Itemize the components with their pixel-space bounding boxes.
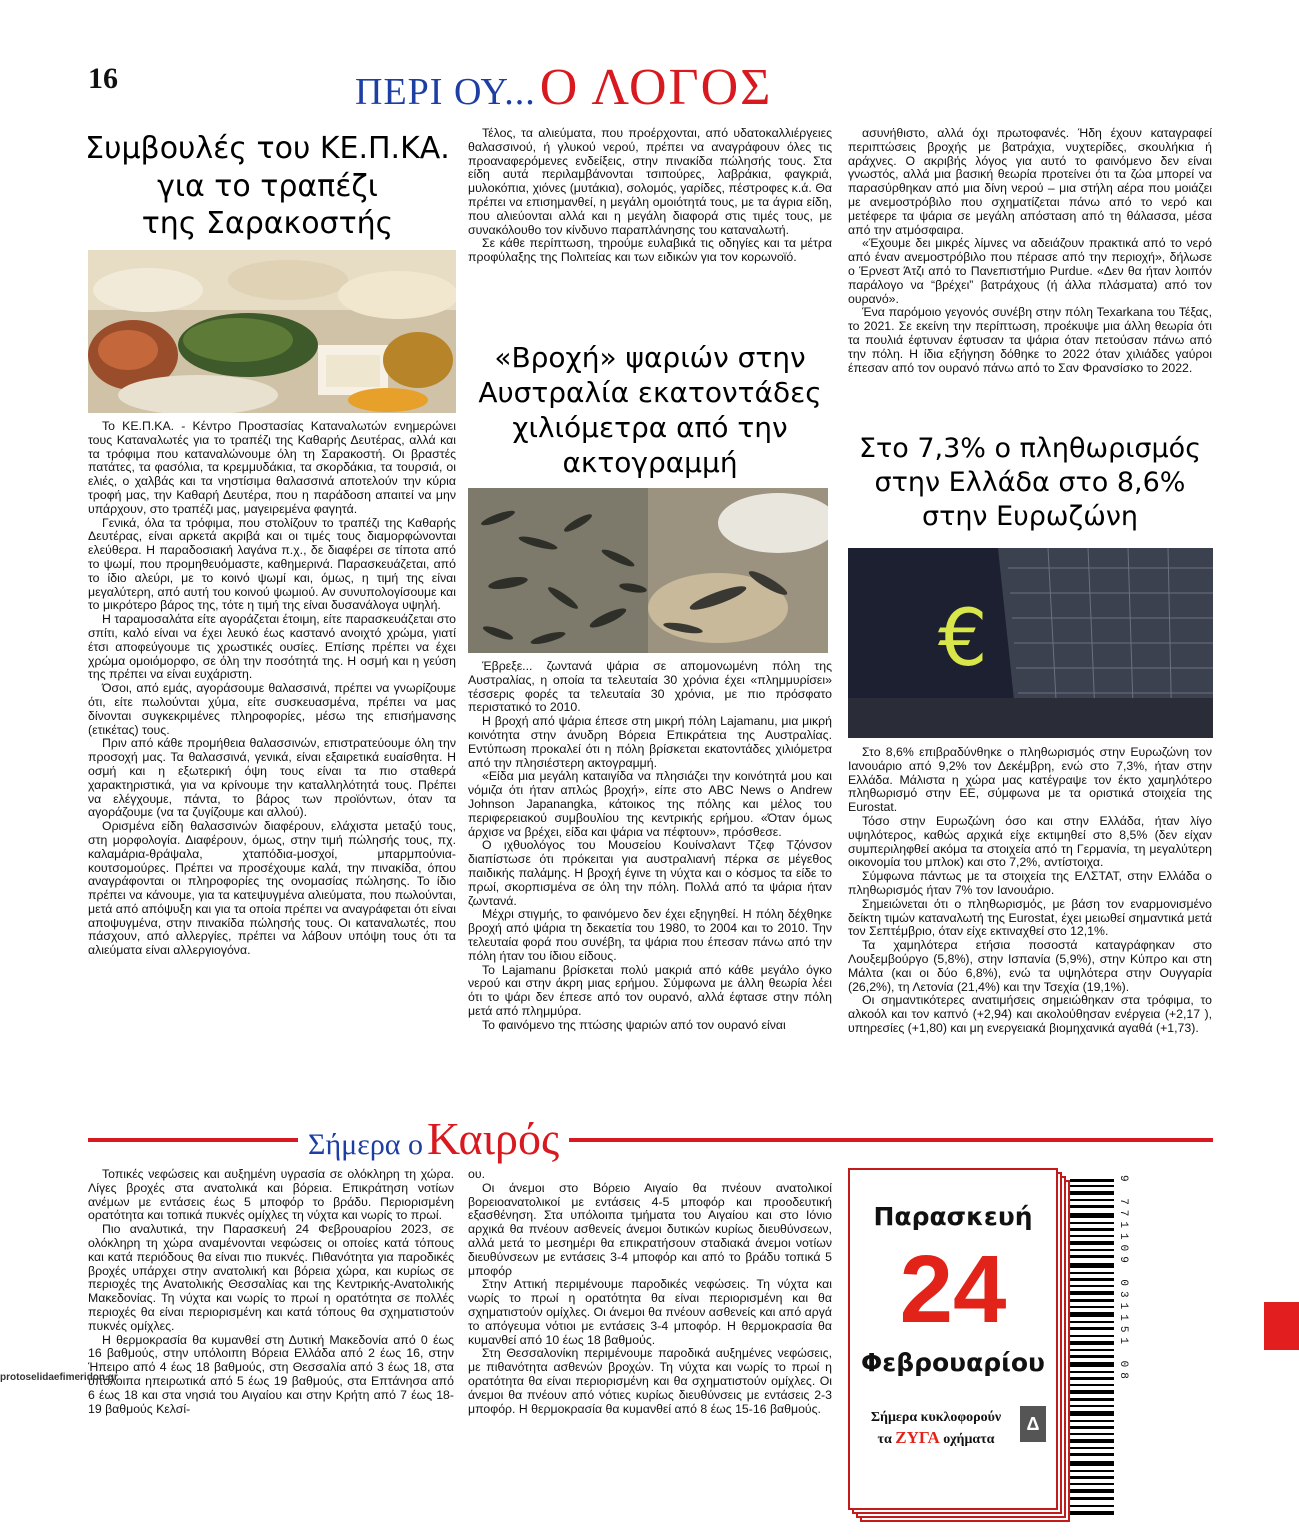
masthead <box>355 58 955 117</box>
weather-paragraph: Τοπικές νεφώσεις και αυξημένη υγρασία σε ολόκληρη τη χώρα. Λίγες βροχές στα ανατολικά και βόρεια. Επικράτηση νοτίων ανέμων με εντάσεις έως 5 μποφόρ το βράδυ. Περιορισμένη ορατότητα και τοπικά πυκνές ομίχλες τη νύχτα και νωρίς το πρωί. <box>88 1167 454 1223</box>
weather-title <box>298 1112 569 1165</box>
article2-title-line: «Βροχή» ψαριών στην <box>494 341 806 374</box>
article3-paragraph: Σημειώνεται ότι ο πληθωρισμός, με βάση τον εναρμονισμένο δείκτη τιμών καταναλωτή της Eurostat, έχει μειωθεί σημαντικά μετά τον Σεπτέμβριο, όταν είχε εκτιναχθεί στο 12,1%. <box>848 896 1212 939</box>
article2-title <box>468 340 832 480</box>
weather-divider <box>88 1138 1213 1142</box>
article3-paragraph: Τα χαμηλότερα ετήσια ποσοστά καταγράφηκαν στο Λουξεμβούργο (5,8%), στην Ισπανία (5,9%), στην Κύπρο και στη Μάλτα (και οι δύο 6,8%), ενώ τα υψηλότερα στην Ουγγαρία (26,2%), τη Λετονία (21,4%) και την Τσεχία (19,1%). <box>848 938 1212 994</box>
weather-title-a: Σήμερα ο <box>308 1128 424 1161</box>
page-edge-tab <box>1264 1302 1299 1350</box>
calendar-badge: Δ <box>1020 1406 1046 1442</box>
fish-rain-image <box>468 488 828 653</box>
article3-title <box>840 432 1220 533</box>
article2-continuation <box>848 127 1212 375</box>
article1-paragraph: Το ΚΕ.Π.ΚΑ. - Κέντρο Προστασίας Καταναλωτών ενημερώνει τους Καταναλωτές για το τραπέζι της Καθαρής Δευτέρας, αλλά και τα τρόφιμα που καταναλώνουμε όλη τη Σαρακοστή. Οι βραστές πατάτες, τα φασόλια, τα κρεμμυδάκια, τα σκορδάκια, τα τουρσιά, οι ελιές, ο χαλβάς και τα νηστίσιμα θαλασσινά αποτελούν την κύρια τροφή μας, την Καθαρή Δευτέρα, που η παράδοση απαιτεί να μην υπάρχουν, στο τραπέζι μας, μαγειρεμένα φαγητά. <box>88 419 456 516</box>
barcode-digits-wrap <box>1117 1175 1131 1520</box>
article2-title-line: χιλιόμετρα από την <box>512 411 788 444</box>
food-table-image <box>88 250 456 413</box>
calendar-note-line-a: Σήμερα κυκλοφορούν <box>870 1410 1002 1425</box>
ecb-building-image <box>848 548 1213 738</box>
weather-paragraph: ου. <box>468 1167 485 1181</box>
article2-paragraph: Το Lajamanu βρίσκεται πολύ μακριά από κάθε μεγάλο όγκο νερού και στην άκρη μιας ερήμου. Σύμφωνα με άλλη θεωρία λέει ότι το ψάρι δεν έπεσε από τον ουρανό, αλλά έφτασε στην πόλη μετά από πλημμύρα. <box>468 962 832 1018</box>
article3-title-line: Στο 7,3% ο πληθωρισμός <box>858 433 1202 464</box>
article1-paragraph: Γενικά, όλα τα τρόφιμα, που στολίζουν το τραπέζι της Καθαρής Δευτέρας, είναι αρκετά ακριβά και οι τιμές τους διαμορφώνονται ελεύθερα. Η παραδοσιακή λαγάνα π.χ., δε διαφέρει σε τίποτα από το ψωμί, που προμηθευόμαστε, καθημερινά. Παρασκευάζεται, από το ίδιο αλεύρι, με το κοινό ψωμί και, όμως, η τιμή της είναι μεγαλύτερη, από αυτή του κοινού ψωμιού. Αν συνυπολογίσουμε και το μικρότερο βάρος της, τότε η τιμή της είναι δυσανάλογα υψηλή. <box>88 515 456 613</box>
article2-paragraph: Έβρεξε... ζωντανά ψάρια σε απομονωμένη πόλη της Αυστραλίας, η οποία τα τελευταία 30 χρόνια έχει «πλημμυρίσει» τέσσερις φορές τα τελευταία 30 χρόνια, με πιο πρόσφατο περιστατικό το 2010. <box>468 659 832 715</box>
article3-paragraph: Τόσο στην Ευρωζώνη όσο και στην Ελλάδα, ήταν λίγο υψηλότερος, καθώς αρχικά είχε εκτιμηθεί στο 8,5% (δεν είχαν συμπεριληφθεί ακόμα τα στοιχεία από τη Γερμανία, τη μεγαλύτερη οικονομία του μπλοκ) και στο 7,2%, αντίστοιχα. <box>848 813 1212 870</box>
article1-cont-paragraph: Τέλος, τα αλιεύματα, που προέρχονται, από υδατοκαλλιέργειες θαλασσινού, ή γλυκού νερού, πρέπει να αναγράφουν όλες τις προαναφερόμενες ενδείξεις, στην πινακίδα πώλησής τους. Στα είδη αυτά περιλαμβάνονται τσιπούρες, λαβράκια, φαγκριά, μυλοκόπια, χιόνες (μυτάκια), σολομός, γαρίδες, πέστροφες κ.ά. Θα πρέπει να επισημανθεί, η μεγάλη ομοιότητά τους, με τα άγρια είδη, που αλιεύονται αλλά και η μεγάλη διαφορά στις τιμές τους, με συνακόλουθο τον κίνδυνο παραπλάνησης του καταναλωτή. <box>468 126 832 237</box>
article2-cont-paragraph: «Έχουμε δει μικρές λίμνες να αδειάζουν πρακτικά από το νερό από έναν ανεμοστρόβιλο που πέρασε από την περιοχή», δήλωσε ο Έρνεστ Άτζι από το Πανεπιστήμιο Purdue. «Δεν θα ήταν λοιπόν παράλογο να “βρέχει” βατράχους (ή άλλα πλάσματα) από τον ουρανό». <box>848 236 1212 306</box>
article2-paragraph: Ο ιχθυολόγος του Μουσείου Κουίνσλαντ Τζεφ Τζόνσον διαπίστωσε ότι πρόκειται για αυστραλιανή πέρκα σε μέγεθος παιδικής παλάμης. Η βροχή έγινε τη νύχτα και ο κόσμος τα είδε το πρωί, σκορπισμένα σε όλη την πόλη. Πολλά από τα ψάρια ήταν ζωντανά. <box>468 838 832 908</box>
euro-symbol: € <box>938 594 988 684</box>
article3-title-line: στην Ελλάδα στο 8,6% <box>874 466 1186 498</box>
calendar-note <box>856 1408 1016 1450</box>
article2-paragraph: «Είδα μια μεγάλη καταιγίδα να πλησιάζει την κοινότητά μου και νόμιζα ότι ήταν απλώς βροχή», είπε στο ABC News ο Andrew Johnson Japanangka, κάτοικος της πόλης και μέλος του περιφερειακού συμβουλίου της κεντρικής ερήμου. «Όταν όμως άρχισε να βρέχει, είδα και ψάρια να πέφτουν», πρόσθεσε. <box>468 769 832 839</box>
article1-title <box>80 130 455 243</box>
article3-body <box>848 746 1212 1036</box>
calendar-note-post: οχήματα <box>943 1432 995 1447</box>
calendar-note-pre: τα <box>877 1432 892 1447</box>
article1-photo <box>88 250 456 413</box>
article2-title-line: ακτογραμμή <box>562 446 738 479</box>
article1-title-line: της Σαρακοστής <box>141 206 394 241</box>
page-number: 16 <box>88 62 118 95</box>
calendar-day-name: Παρασκευή <box>873 1202 1033 1231</box>
weather-paragraph: Στη Θεσσαλονίκη περιμένουμε παροδικά αυξημένες νεφώσεις, με πιθανότητα ασθενών βροχών. Τη νύχτα και νωρίς το πρωί η ορατότητα θα είναι περιορισμένη και θα σχηματιστούν ομίχλες. Οι άνεμοι θα πνέουν από νότιες κυρίως διευθύνσεις με εντάσεις 2-3 μποφόρ. Η θερμοκρασία θα κυμανθεί από 8 έως 15-16 βαθμούς. <box>468 1346 832 1416</box>
calendar-front-page <box>848 1168 1058 1510</box>
article2-body <box>468 660 832 1033</box>
article2-photo <box>468 488 828 653</box>
weather-col1 <box>88 1168 454 1416</box>
weather-paragraph: Η θερμοκρασία θα κυμανθεί στη Δυτική Μακεδονία από 0 έως 16 βαθμούς, στην υπόλοιπη Βόρεια Ελλάδα από 2 έως 16, στην Ήπειρο από 4 έως 18 βαθμούς, στη Θεσσαλία από 3 έως 18, στα υπόλοιπα ηπειρωτικά από 5 έως 19 βαθμούς, στα Επτάνησα από 6 έως 18 και στα νησιά του Αιγαίου και στην Κρήτη από 7 έως 18-19 βαθμούς Κελσί- <box>88 1332 454 1416</box>
article1-paragraph: Όσοι, από εμάς, αγοράσουμε θαλασσινά, πρέπει να γνωρίζουμε ότι, είτε πωλούνται χύμα, είτε συσκευασμένα, πρέπει να μας δίνονται συγκεκριμένες πληροφορίες, μέσω της επισήμανσης (ετικέτας) τους. <box>88 681 456 737</box>
article3-title-line: στην Ευρωζώνη <box>921 500 1139 532</box>
calendar-day-number: 24 <box>899 1236 1007 1343</box>
article1-continuation <box>468 127 832 265</box>
barcode <box>1070 1175 1132 1520</box>
article1-title-line: Συμβουλές του ΚΕ.Π.ΚΑ. <box>85 131 450 166</box>
article1-paragraph: Η ταραμοσαλάτα είτε αγοράζεται έτοιμη, είτε παρασκευάζεται στο σπίτι, καλό είναι να έχει λευκό έως καστανό ανοιχτό χρώμα, γιατί έτσι αποφεύγουμε τις χρωστικές ουσίες. Επίσης πρέπει να έχει χρώμα ομοιόμορφο, σε όλη την ποσότητά της. Η οσμή και η γεύση της πρέπει να είναι ευχάριστη. <box>88 612 456 682</box>
article2-cont-paragraph: Ένα παρόμοιο γεγονός συνέβη στην πόλη Texarkana του Τέξας, το 2021. Σε εκείνη την περίπτωση, προέκυψε μια άλλη θεωρία ότι τα πουλιά έφτυναν έφτυσαν τα ψάρια όταν πετούσαν πάνω από την πόλη. Η ίδια εξήγηση δόθηκε το 2022 όταν χιλιάδες γαύροι έπεσαν από τον ουρανό πάνω από το Σαν Φρανσίσκο το 2022. <box>848 305 1212 375</box>
article3-paragraph: Οι σημαντικότερες ανατιμήσεις σημειώθηκαν στα τρόφιμα, το αλκοόλ και τον καπνό (+2,94) και ακολούθησαν ενέργεια (+2,17 ), υπηρεσίες (+1,80) και μη ενεργειακά βιομηχανικά αγαθά (+1,73). <box>848 993 1212 1035</box>
article1-paragraph: Πριν από κάθε προμήθεια θαλασσινών, επιστρατεύουμε όλη την προσοχή μας. Τα θαλασσινά, γενικά, είναι εξαιρετικά ευαίσθητα. Η οσμή και η εξωτερική όψη τους είναι τα πιο σταθερά χαρακτηριστικά, για να κρίνουμε την καταλληλότητά τους. Πρέπει να ελέγχουμε, πάντα, το βάρος των προϊόντων, όταν τα αγοράζουμε (να τα ζυγίζουμε και αλλού). <box>88 736 456 820</box>
article2-paragraph: Η βροχή από ψάρια έπεσε στη μικρή πόλη Lajamanu, μια μικρή κοινότητα στην άνυδρη Βόρεια Επικράτεια της Αυστραλίας. Εντύπωση προκαλεί ότι η πόλη βρίσκεται εκατοντάδες χιλιόμετρα από την πλησιέστερη ακτογραμμή. <box>468 714 832 770</box>
article2-title-line: Αυστραλία εκατοντάδες <box>478 376 822 409</box>
article1-cont-paragraph: Σε κάθε περίπτωση, τηρούμε ευλαβικά τις οδηγίες και τα μέτρα προφύλαξης της Πολιτείας και των ειδικών για τον κορωνοϊό. <box>468 236 832 265</box>
article3-paragraph: Στο 8,6% επιβραδύνθηκε ο πληθωρισμός στην Ευρωζώνη τον Ιανουάριο από 9,2% τον Δεκέμβρη, ενώ στο 7,3%, ήταν στην Ελλάδα. Μάλιστα η χώρα μας κατέγραψε τον έκτο χαμηλότερο πληθωρισμό στην ΕΕ, σύμφωνα με τα οριστικά στοιχεία της Eurostat. <box>848 745 1212 815</box>
weather-paragraph: Στην Αττική περιμένουμε παροδικές νεφώσεις. Τη νύχτα και νωρίς το πρωί η ορατότητα θα είναι περιορισμένη και θα σχηματιστούν ομίχλες. Οι άνεμοι θα πνέουν ασθενείς και από αργά το απόγευμα νότιοι με εντάσεις 3-4 μποφόρ. Η θερμοκρασία θα κυμανθεί από 10 έως 18 βαθμούς. <box>468 1277 832 1347</box>
calendar-note-line-b <box>856 1428 1016 1450</box>
weather-col2 <box>468 1168 832 1416</box>
article1-paragraph: Ορισμένα είδη θαλασσινών διαφέρουν, ελάχιστα μεταξύ τους, στη μορφολογία. Διαφέρουν, όμως, στην τιμή πώλησής τους, πχ. καλαμάρια-θράψαλα, χταπόδια-μοσχοί, μπαρμπούνια-κουτσομούρες. Πρέπει να προσέχουμε καλά, την πινακίδα, όπου αναγράφονται οι πληροφορίες της ονομασίας πώλησης. Το ίδιο πρέπει να κάνουμε, για τα κατεψυγμένα αλιεύματα, που πωλούνται, μετά από απόψυξη και για τα οποία πρέπει να αναγράφεται ότι είναι αποψυγμένα, στην πινακίδα πώλησής τους. Οι καταναλωτές, που πάσχουν, από αλλεργίες, πρέπει να λάβουν υπόψη τους ότι τα αλιεύματα είναι αλλεργιογόνα. <box>88 819 456 958</box>
article1-title-line: για το τραπέζι <box>157 168 378 204</box>
barcode-bars <box>1070 1175 1114 1520</box>
weather-paragraph: Οι άνεμοι στο Βόρειο Αιγαίο θα πνέουν ανατολικοί βορειοανατολικοί με εντάσεις 4-5 μποφόρ και προοδευτική εξασθένηση. Στα υπόλοιπα τμήματα του Αιγαίου και στο Ιόνιο αρχικά θα πνέουν ασθενείς άνεμοι δυτικών κυρίως διευθύνσεων, αλλά μετά το μεσημέρι θα επικρατήσουν σταδιακά άνεμοι νοτίων διευθύνσεων με εντάσεις 3-4 μποφόρ και από το βράδυ τοπικά 5 μποφόρ <box>468 1180 832 1278</box>
article3-paragraph: Σύμφωνα πάντως με τα στοιχεία της ΕΛΣΤΑΤ, στην Ελλάδα ο πληθωρισμός ήταν 7% τον Ιανουάριο. <box>848 869 1212 897</box>
masthead-part-b: Ο ΛΟΓΟΣ <box>539 59 773 116</box>
article3-photo <box>848 548 1213 738</box>
article2-cont-paragraph: ασυνήθιστο, αλλά όχι πρωτοφανές. Ήδη έχουν καταγραφεί περιπτώσεις βροχής με βατράχια, νυχτερίδες, σκουλήκια ή αράχνες. Ο ακριβής λόγος για αυτό το φαινόμενο δεν είναι γνωστός, αλλά μια βασική θεωρία προτείνει ότι τα ζώα μπορεί να παρασύρθηκαν από μια δίνη νερού – μια στήλη αέρα που μοιάζει με ανεμοστρόβιλο που σχηματίζεται πάνω από το νερό και μετέφερε τα ψάρια σε μεγάλη απόσταση από τη θάλασσα, μέσα από την ατμόσφαιρα. <box>848 126 1212 237</box>
side-watermark: protoselidaefimeridon.gr <box>0 1372 118 1383</box>
article1-body <box>88 420 456 958</box>
masthead-part-a: ΠΕΡΙ ΟΥ... <box>355 71 536 113</box>
calendar-month: Φεβρουαρίου <box>861 1348 1045 1377</box>
article2-paragraph: Το φαινόμενο της πτώσης ψαριών από τον ουρανό είναι <box>482 1017 786 1032</box>
calendar-note-emphasis: ΖΥΓΑ <box>895 1428 940 1447</box>
article2-paragraph: Μέχρι στιγμής, το φαινόμενο δεν έχει εξηγηθεί. Η πόλη δέχθηκε βροχή από ψάρια τη δεκαετία του 1980, το 2004 και το 2010. Την τελευταία φορά που συνέβη, τα ψάρια που έπεσαν πάνω από την πόλη ήταν του ίδιου είδους. <box>468 907 832 963</box>
weather-title-b: Καιρός <box>427 1113 560 1164</box>
barcode-digits: 9 771109 031151 08 <box>1117 1175 1129 1384</box>
weather-paragraph: Πιο αναλυτικά, την Παρασκευή 24 Φεβρουαρίου 2023, σε ολόκληρη τη χώρα αναμένονται νεφώσεις οι οποίες κατά τόπους και κατά περιόδους θα είναι πιο πυκνές. Πιθανότητα για παροδικές βροχές υπάρχει στην ανατολική και βόρεια χώρα, και κυρίως σε περιοχές της Ανατολικής Θεσσαλίας και της Κεντρικής-Ανατολικής Μακεδονίας. Τη νύχτα και νωρίς το πρωί η ορατότητα σε πολλές περιοχές θα είναι περιορισμένη και κατά τόπους θα σχηματιστούν πυκνές ομίχλες. <box>88 1222 454 1333</box>
